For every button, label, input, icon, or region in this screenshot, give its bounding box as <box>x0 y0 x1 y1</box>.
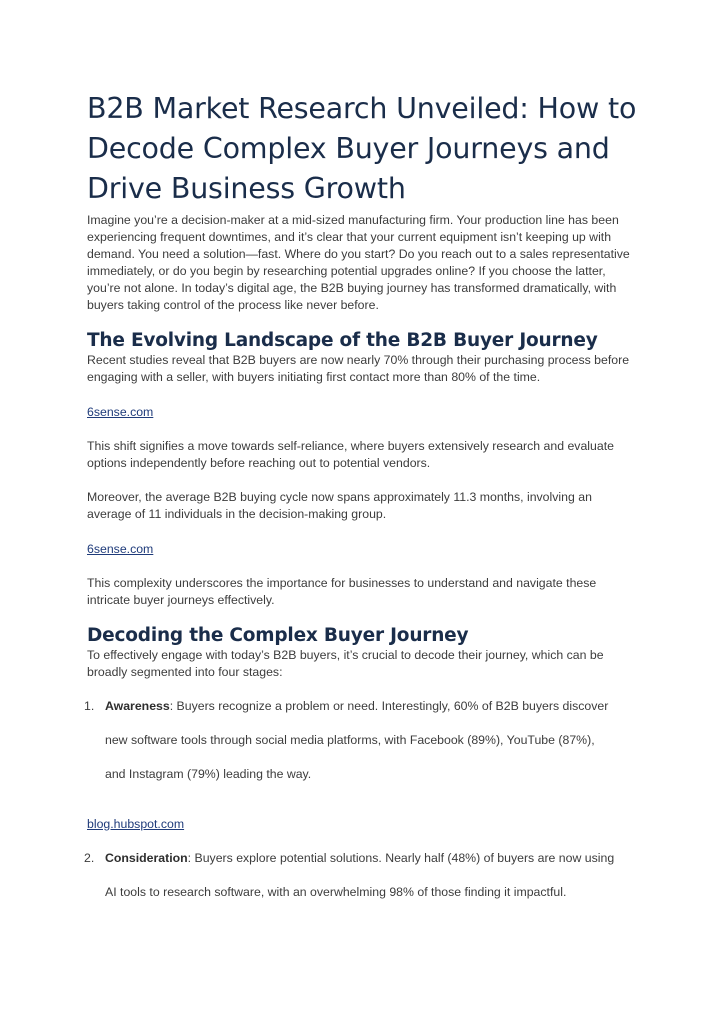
source-link-hubspot[interactable]: blog.hubspot.com <box>87 817 185 831</box>
list-line <box>105 850 637 867</box>
paragraph-buying-cycle: Moreover, the average B2B buying cycle now spans approximately 11.3 months, involving an average of 11 individuals in the decision-making group. <box>87 490 592 521</box>
list-line: AI tools to research software, with an overwhelming 98% of those finding it impactful. <box>105 885 567 899</box>
list-line: new software tools through social media platforms, with Facebook (89%), YouTube (87%), <box>105 733 595 747</box>
list-number: 1. <box>84 699 95 713</box>
source-link-6sense[interactable]: 6sense.com <box>87 542 154 556</box>
section-heading-decoding: Decoding the Complex Buyer Journey <box>87 625 469 646</box>
paragraph-studies: Recent studies reveal that B2B buyers are now nearly 70% through their purchasing process before engaging with a seller, with buyers initiating first contact more than 80% of the time. <box>87 353 630 384</box>
list-term: Consideration <box>105 851 188 865</box>
list-line: and Instagram (79%) leading the way. <box>105 767 312 781</box>
list-item-consideration <box>84 850 637 901</box>
intro-paragraph: Imagine you’re a decision-maker at a mid-sized manufacturing firm. Your production line has been experiencing frequent downtimes, and it’s clear that your current equipment isn’t keeping up with demand. You need a solution—fast. Where do you start? Do you reach out to a sales representative immediately, or do you begin by researching potential upgrades online? If you choose the latter, you’re not alone. In today’s digital age, the B2B buying journey has transformed dramatically, with buyers taking control of the process like never before. <box>87 213 630 312</box>
paragraph-complexity: This complexity underscores the importance for businesses to understand and navigate these intricate buyer journeys effectively. <box>87 576 597 607</box>
list-number: 2. <box>84 851 95 865</box>
document-page <box>84 89 637 918</box>
list-text: : Buyers explore potential solutions. Nearly half (48%) of buyers are now using <box>187 851 615 865</box>
section-heading-landscape: The Evolving Landscape of the B2B Buyer Journey <box>87 330 598 351</box>
source-link-6sense[interactable]: 6sense.com <box>87 405 154 419</box>
paragraph-shift: This shift signifies a move towards self-reliance, where buyers extensively research and evaluate options independently before reaching out to potential vendors. <box>87 439 614 470</box>
list-term: Awareness <box>105 699 170 713</box>
paragraph-stages-intro: To effectively engage with today’s B2B buyers, it’s crucial to decode their journey, which can be broadly segmented into four stages: <box>87 648 604 679</box>
list-item-awareness <box>84 698 637 783</box>
list-text: : Buyers recognize a problem or need. Interestingly, 60% of B2B buyers discover <box>169 699 609 713</box>
list-line <box>105 698 637 715</box>
article-title: B2B Market Research Unveiled: How to Decode Complex Buyer Journeys and Drive Business Growth <box>87 92 637 205</box>
